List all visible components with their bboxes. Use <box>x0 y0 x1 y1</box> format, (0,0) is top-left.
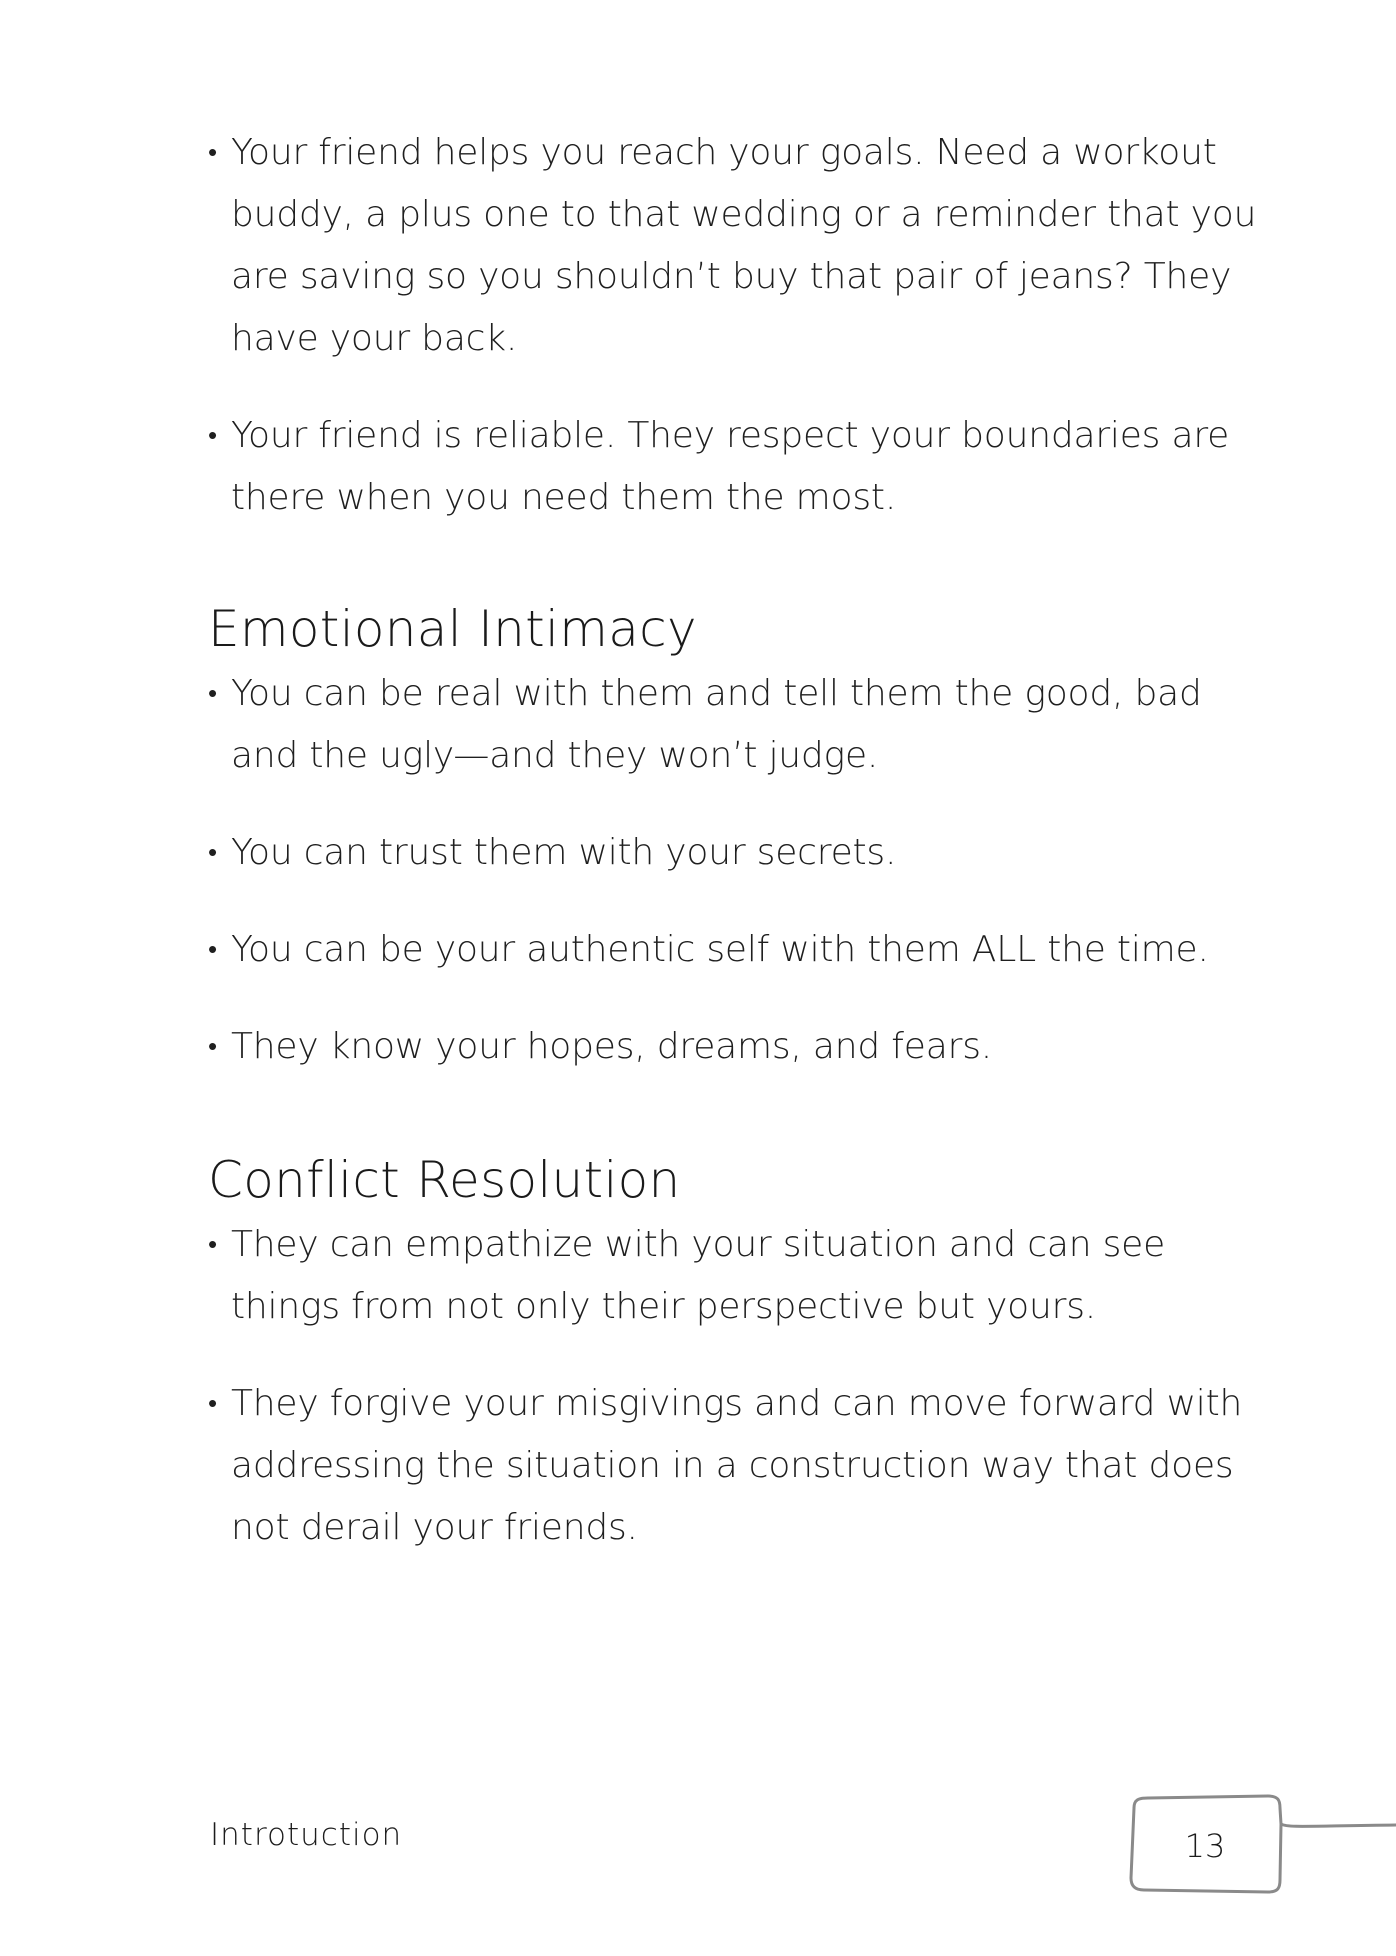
list-item <box>208 1016 1268 1078</box>
page-number: 13 <box>1184 1827 1226 1865</box>
list-item <box>208 122 1268 370</box>
bullet-icon: • <box>208 1230 217 1260</box>
list-item-text: You can trust them with your secrets. <box>231 832 897 873</box>
list-item-text: You can be your authentic self with them ALL the time. <box>231 929 1209 970</box>
bullet-list-conflict-resolution <box>208 1214 1268 1559</box>
list-item-text: You can be real with them and tell them the good, bad and the ugly—and they won’t judge. <box>231 673 1202 776</box>
bullet-icon: • <box>208 138 217 168</box>
bullet-list-emotional-intimacy <box>208 663 1268 1078</box>
list-item <box>208 1214 1268 1338</box>
list-item <box>208 663 1268 787</box>
chapter-footer-label: Introtuction <box>210 1817 403 1853</box>
bullet-list-intro <box>208 122 1268 529</box>
list-item-text: They forgive your misgivings and can move forward with addressing the situation in a construction way that does not derail your friends. <box>231 1383 1243 1548</box>
list-item <box>208 405 1268 529</box>
bullet-icon: • <box>208 679 217 709</box>
bullet-icon: • <box>208 1032 217 1062</box>
bullet-icon: • <box>208 935 217 965</box>
list-item <box>208 822 1268 884</box>
list-item <box>208 1373 1268 1559</box>
list-item-text: Your friend is reliable. They respect your boundaries are there when you need them the most. <box>231 415 1230 518</box>
list-item-text: They know your hopes, dreams, and fears. <box>231 1026 992 1067</box>
list-item-text: They can empathize with your situation and can see things from not only their perspective but yours. <box>231 1224 1166 1327</box>
list-item-text: Your friend helps you reach your goals. Need a workout buddy, a plus one to that wedding or a reminder that you are saving so you shouldn’t buy that pair of jeans? They have your back. <box>231 132 1257 359</box>
bullet-icon: • <box>208 1389 217 1419</box>
bullet-icon: • <box>208 838 217 868</box>
page-content <box>208 122 1268 1594</box>
bullet-icon: • <box>208 421 217 451</box>
section-heading-emotional-intimacy: Emotional Intimacy <box>208 600 697 658</box>
list-item <box>208 919 1268 981</box>
section-heading-conflict-resolution: Conflict Resolution <box>208 1151 681 1209</box>
